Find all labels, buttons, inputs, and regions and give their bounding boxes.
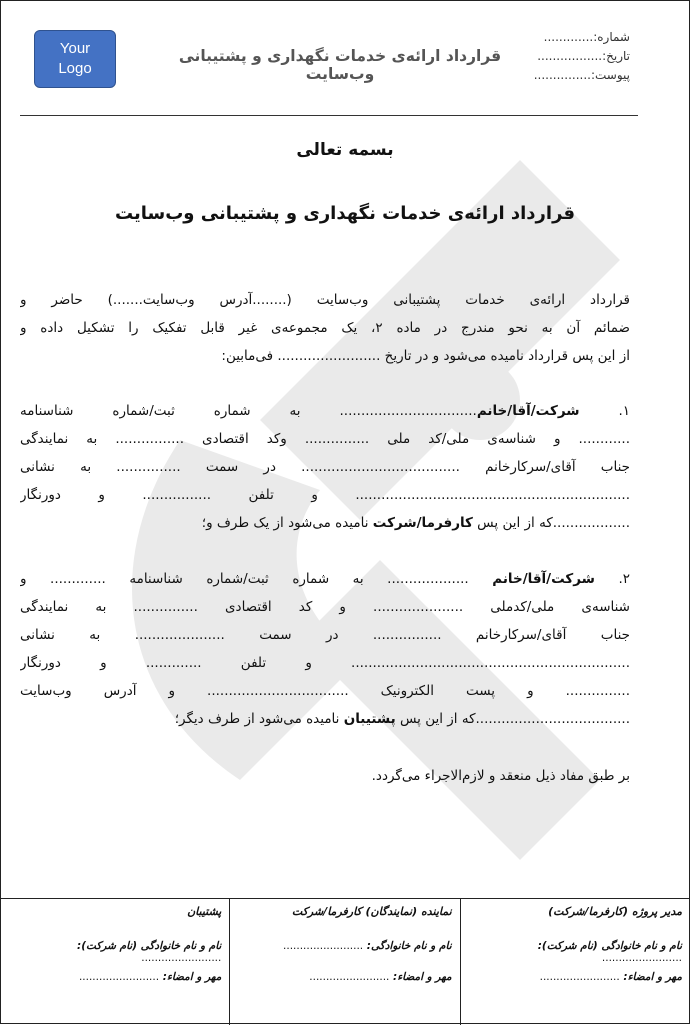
closing-line: بر طبق مفاد ذیل منعقد و لازم‌الاجراء می‌گردد. — [371, 768, 630, 784]
header-title: قرارداد ارائه‌ی خدمات نگهداری و پشتیبانی وب‌سایت — [178, 47, 502, 83]
intro-paragraph — [20, 286, 630, 370]
party-2-line-3: جناب آقای/سرکارخانم ................ در سمت ..................... به نشانی — [20, 627, 630, 643]
party-2-section — [20, 565, 630, 733]
party-1-heading: شرکت/آقا/خانم — [476, 403, 580, 419]
party-1-line-3: جناب آقای/سرکارخانم ..................................... در سمت ............... به نشانی — [20, 459, 630, 475]
party-2-line-6-pre: ....................................که از این پس — [395, 711, 630, 727]
party-1-number: ۱. — [618, 403, 630, 419]
signature-name-dots: ........................ — [601, 952, 682, 964]
signature-column-employer-rep — [229, 899, 459, 1025]
party-1-line-2: ............ و شناسه‌ی ملی/کد ملی ............... وکد اقتصادی ................ به نمایندگی — [20, 431, 630, 447]
signature-title: مدیر پروژه (کارفرما/شرکت) — [548, 905, 682, 918]
intro-line-2: ضمائم آن به نحو مندرج در ماده ۲، یک مجموعه‌ی غیر قابل تفکیک را تشکیل داده و — [20, 320, 630, 336]
party-2-line-6-post: نامیده می‌شود از طرف دیگر؛ — [174, 711, 344, 727]
signature-sign-label: مهر و امضاء: — [393, 971, 452, 983]
signature-name-label: نام و نام خانوادگی: — [366, 940, 452, 952]
signature-column-project-manager — [460, 899, 690, 1025]
signature-column-supporter — [0, 899, 229, 1025]
number-field[interactable]: شماره:............. — [543, 30, 630, 44]
signature-name-label: نام و نام خانوادگی (نام شرکت): — [77, 940, 222, 952]
party-1-line-1 — [20, 397, 630, 425]
signature-sign-label: مهر و امضاء: — [162, 971, 222, 983]
signature-sign-label: مهر و امضاء: — [623, 971, 682, 983]
document-meta — [534, 28, 630, 85]
party-2-line-1-rest: ................... به شماره ثبت/شماره شناسنامه ............. و — [20, 571, 469, 587]
signature-name-field[interactable] — [283, 940, 452, 952]
contract-title: قرارداد ارائه‌ی خدمات نگهداری و پشتیبانی وب‌سایت — [114, 203, 576, 224]
signature-name-dots: ........................ — [141, 952, 222, 964]
party-2-number: ۲. — [618, 571, 630, 587]
party-2-heading: شرکت/آقا/خانم — [492, 571, 595, 587]
signature-name-label: نام و نام خانوادگی (نام شرکت): — [537, 940, 682, 952]
date-field[interactable]: تاریخ:................. — [537, 49, 630, 63]
party-2-line-5: ............... و پست الکترونیک ................................. و آدرس وب‌سایت — [20, 683, 630, 699]
closing-paragraph — [20, 762, 630, 790]
signature-sign-field[interactable] — [79, 971, 221, 983]
company-logo — [34, 30, 116, 88]
party-1-line-5 — [20, 509, 630, 537]
signature-title: نماینده (نمایندگان) کارفرما/شرکت — [291, 905, 452, 918]
party-1-line-5-pre: ..................که از این پس — [472, 515, 630, 531]
party-2-line-4: ................................................................. و تلفن ............. و دورنگار — [20, 655, 630, 671]
party-1-line-5-post: نامیده می‌شود از یک طرف و؛ — [201, 515, 373, 531]
party-2-role: پشتیبان — [343, 711, 396, 727]
header-divider — [20, 115, 638, 116]
signature-name-field[interactable] — [461, 940, 682, 964]
party-1-line-1-rest: ................................ به شماره ثبت/شماره شناسنامه — [20, 403, 477, 419]
signature-table — [0, 898, 690, 1025]
logo-line-1: Your — [59, 40, 91, 57]
attachment-field[interactable]: پیوست:............... — [533, 68, 630, 82]
party-1-line-4: ................................................................ و تلفن ................ و دورنگار — [20, 487, 630, 503]
party-2-line-2: شناسه‌ی ملی/کدملی ..................... و کد اقتصادی ............... به نمایندگی — [20, 599, 630, 615]
signature-sign-dots: ........................ — [309, 971, 390, 983]
signature-name-field[interactable] — [0, 940, 221, 964]
bismillah-heading: بسمه تعالی — [296, 140, 394, 160]
party-2-line-6 — [20, 705, 630, 733]
signature-sign-dots: ........................ — [78, 971, 160, 983]
signature-sign-field[interactable] — [540, 971, 682, 983]
intro-line-3: از این پس قرارداد نامیده می‌شود و در تاریخ ........................ فی‌مابین: — [221, 348, 630, 364]
logo-line-2: Logo — [58, 60, 92, 77]
party-1-role: کارفرما/شرکت — [372, 515, 473, 531]
intro-line-1: قرارداد ارائه‌ی خدمات پشتیبانی وب‌سایت (........آدرس وب‌سایت.......) حاضر و — [20, 292, 630, 308]
signature-sign-dots: ........................ — [539, 971, 620, 983]
signature-name-dots: ........................ — [283, 940, 364, 952]
signature-title: پشتیبان — [187, 905, 222, 918]
party-1-section — [20, 397, 630, 537]
signature-sign-field[interactable] — [309, 971, 451, 983]
party-2-line-1 — [20, 565, 630, 593]
